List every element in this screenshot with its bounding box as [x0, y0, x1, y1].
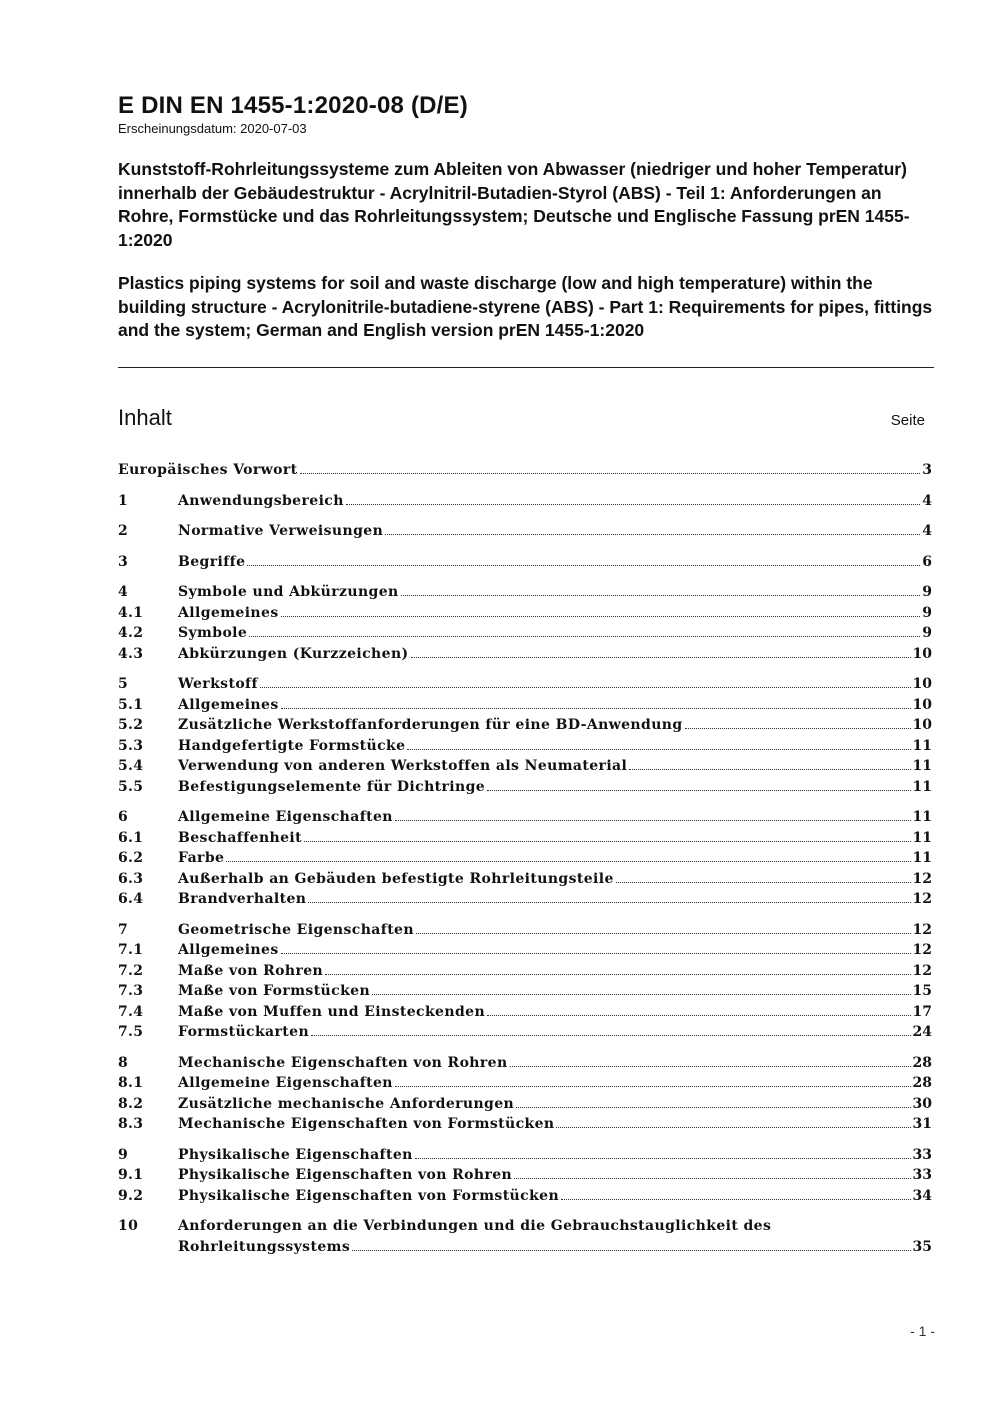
toc-leader-dots [516, 1107, 910, 1108]
toc-entry-number: 7.1 [118, 942, 144, 958]
toc-entry-number: 7.3 [118, 983, 144, 999]
toc-leader-dots [407, 749, 910, 750]
toc-entry-title: Handgefertigte Formstücke [178, 737, 406, 754]
toc-entry[interactable] [118, 807, 932, 828]
toc-leader-dots [416, 933, 911, 934]
toc-entry-title: Maße von Rohren [178, 962, 324, 979]
toc-leader-dots [249, 636, 920, 637]
toc-entry[interactable] [118, 1022, 932, 1043]
document-id: E DIN EN 1455-1:2020-08 (D/E) [118, 92, 468, 119]
publication-date: Erscheinungsdatum: 2020-07-03 [118, 121, 307, 136]
toc-leader-dots [685, 728, 911, 729]
toc-entry[interactable] [118, 1002, 932, 1023]
toc-entry-page: 11 [912, 809, 932, 825]
toc-entry-title: Maße von Formstücken [178, 983, 371, 999]
toc-entry[interactable] [118, 1073, 932, 1094]
header-divider [118, 367, 934, 368]
toc-entry-number: 8.1 [118, 1075, 144, 1091]
toc-entry-title: Zusätzliche mechanische Anforderungen [178, 1095, 515, 1112]
toc-entry-title: Normative Verweisungen [178, 523, 384, 539]
toc-entry-page: 35 [912, 1238, 932, 1255]
toc-entry-page: 10 [912, 717, 932, 733]
toc-entry-number: 5.5 [118, 778, 144, 795]
toc-entry[interactable] [118, 777, 932, 798]
toc-entry-number: 10 [118, 1218, 139, 1234]
toc-entry-page: 33 [912, 1167, 932, 1183]
toc-entry-title: Farbe [178, 850, 225, 866]
toc-entry-number: 6.1 [118, 829, 144, 846]
toc-leader-dots [487, 790, 910, 791]
toc-leader-dots [372, 994, 910, 995]
toc-leader-dots [311, 1035, 910, 1036]
toc-entry-number: 4 [118, 584, 129, 600]
toc-leader-dots [260, 687, 911, 688]
toc-entry-title: Verwendung von anderen Werkstoffen als Neumaterial [178, 758, 628, 774]
toc-entry-title: Formstückarten [178, 1024, 310, 1040]
toc-entry-number: 9.2 [118, 1187, 144, 1204]
toc-entry-number: 5.4 [118, 758, 144, 774]
toc-entry-page: 10 [912, 676, 932, 692]
toc-entry-page: 10 [912, 645, 932, 662]
page-number: - 1 - [910, 1323, 935, 1339]
toc-entry-title: Allgemeines [178, 604, 279, 621]
toc-entry-title: Werkstoff [178, 676, 258, 692]
toc-entry-page: 11 [912, 829, 932, 846]
toc-entry[interactable] [118, 644, 932, 665]
toc-entry-number: 9 [118, 1146, 129, 1163]
toc-entry-title: Physikalische Eigenschaften von Formstücken [178, 1187, 560, 1204]
table-of-contents [118, 460, 932, 1257]
toc-entry-number: 7 [118, 921, 129, 938]
toc-entry-title: Befestigungselemente für Dichtringe [178, 778, 486, 795]
toc-leader-dots [395, 1086, 911, 1087]
toc-leader-dots [514, 1178, 910, 1179]
toc-leader-dots [556, 1127, 910, 1128]
toc-entry-title: Brandverhalten [178, 891, 307, 907]
toc-leader-dots [411, 657, 911, 658]
toc-entry-page: 12 [912, 921, 932, 938]
toc-entry-page: 24 [912, 1024, 932, 1040]
toc-entry[interactable] [118, 828, 932, 849]
toc-leader-dots [346, 504, 920, 505]
toc-entry[interactable] [118, 1145, 932, 1166]
toc-entry-title: Maße von Muffen und Einsteckenden [178, 1003, 486, 1020]
toc-leader-dots [616, 882, 911, 883]
toc-leader-dots [401, 595, 921, 596]
toc-page-label: Seite [890, 412, 925, 429]
toc-entry-page: 9 [922, 625, 932, 641]
toc-entry-title: Allgemeines [178, 696, 279, 713]
toc-entry-number: 8.3 [118, 1116, 144, 1132]
toc-entry-number: 5.1 [118, 696, 144, 713]
toc-entry-number: 6.4 [118, 891, 144, 907]
toc-entry[interactable] [118, 756, 932, 777]
toc-leader-dots [308, 902, 910, 903]
toc-leader-dots [281, 953, 911, 954]
toc-entry-page: 34 [912, 1187, 932, 1204]
toc-entry-title: Europäisches Vorwort [118, 462, 298, 478]
toc-entry-title: Anforderungen an die Verbindungen und die Gebrauchstauglichkeit des [178, 1218, 772, 1234]
toc-entry[interactable] [118, 460, 932, 481]
toc-entry-title: Zusätzliche Werkstoffanforderungen für eine BD-Anwendung [178, 717, 683, 733]
toc-entry[interactable] [118, 715, 932, 736]
toc-leader-dots [352, 1250, 910, 1251]
toc-entry[interactable] [118, 1216, 932, 1257]
toc-entry-number: 6 [118, 809, 129, 825]
toc-entry-page: 11 [912, 737, 932, 754]
toc-entry-number: 7.2 [118, 962, 144, 979]
toc-entry[interactable] [118, 961, 932, 982]
toc-leader-dots [561, 1199, 910, 1200]
toc-entry-title: Allgemeine Eigenschaften [178, 809, 393, 825]
toc-leader-dots [487, 1015, 910, 1016]
toc-entry[interactable] [118, 582, 932, 603]
toc-entry[interactable] [118, 869, 932, 890]
toc-entry-page: 4 [922, 523, 932, 539]
toc-entry[interactable] [118, 695, 932, 716]
toc-entry-number: 2 [118, 523, 129, 539]
toc-leader-dots [629, 769, 910, 770]
toc-heading: Inhalt [118, 405, 172, 430]
toc-entry-number: 6.3 [118, 870, 144, 887]
toc-entry[interactable] [118, 1186, 932, 1207]
toc-entry-page: 4 [922, 492, 932, 509]
toc-entry-title: Symbole und Abkürzungen [178, 584, 399, 600]
toc-entry-page: 6 [922, 553, 932, 570]
toc-entry-title: Geometrische Eigenschaften [178, 921, 414, 938]
toc-entry[interactable] [118, 1165, 932, 1186]
title-english: Plastics piping systems for soil and waste discharge (low and high temperature) within the building structure - Acrylonitrile-butadiene-styrene (ABS) - Part 1: Requirements for pipes, fittings and the system; German and English version prEN 1455-1:2020 [118, 273, 933, 340]
toc-leader-dots [395, 820, 911, 821]
toc-entry-page: 3 [922, 462, 932, 478]
toc-leader-dots [226, 861, 910, 862]
toc-entry-number: 7.5 [118, 1024, 144, 1040]
toc-entry-page: 31 [912, 1116, 932, 1132]
toc-entry-title: Abkürzungen (Kurzzeichen) [178, 645, 409, 662]
toc-entry-page: 9 [922, 584, 932, 600]
toc-entry[interactable] [118, 736, 932, 757]
toc-entry-number: 5.3 [118, 737, 144, 754]
toc-entry-number: 1 [118, 492, 129, 509]
toc-entry-page: 11 [912, 850, 932, 866]
toc-entry-title: Physikalische Eigenschaften [178, 1146, 413, 1163]
toc-leader-dots [247, 565, 920, 566]
toc-entry[interactable] [118, 521, 932, 542]
toc-entry-number: 7.4 [118, 1003, 144, 1020]
toc-entry[interactable] [118, 981, 932, 1002]
toc-entry-page: 12 [912, 891, 932, 907]
toc-entry-number: 6.2 [118, 850, 144, 866]
toc-entry-page: 10 [912, 696, 932, 713]
toc-entry-title: Anwendungsbereich [178, 492, 344, 509]
toc-leader-dots [510, 1066, 911, 1067]
toc-entry-page: 17 [912, 1003, 932, 1020]
toc-entry-page: 11 [912, 758, 932, 774]
toc-entry[interactable] [118, 491, 932, 512]
toc-leader-dots [300, 473, 921, 474]
toc-entry-title: Begriffe [178, 553, 246, 570]
toc-entry[interactable] [118, 940, 932, 961]
toc-entry-title: Physikalische Eigenschaften von Rohren [178, 1167, 513, 1183]
toc-entry-page: 12 [912, 942, 932, 958]
toc-entry[interactable] [118, 1094, 932, 1115]
toc-entry[interactable] [118, 1114, 932, 1135]
toc-entry[interactable] [118, 889, 932, 910]
toc-leader-dots [385, 534, 920, 535]
toc-entry-number: 5.2 [118, 717, 144, 733]
toc-entry-title: Allgemeines [178, 942, 279, 958]
toc-entry-number: 4.1 [118, 604, 144, 621]
toc-entry-page: 15 [912, 983, 932, 999]
toc-entry-page: 12 [912, 962, 932, 979]
toc-entry-number: 9.1 [118, 1167, 144, 1183]
toc-entry-number: 8 [118, 1054, 129, 1071]
toc-entry[interactable] [118, 603, 932, 624]
toc-entry[interactable] [118, 1053, 932, 1074]
toc-entry-page: 33 [912, 1146, 932, 1163]
toc-entry-page: 11 [912, 778, 932, 795]
toc-leader-dots [415, 1158, 911, 1159]
toc-entry-number: 5 [118, 676, 129, 692]
toc-entry-number: 4.3 [118, 645, 144, 662]
toc-entry-title-continued: Rohrleitungssystems [178, 1238, 351, 1255]
toc-entry-page: 30 [912, 1095, 932, 1112]
toc-entry[interactable] [118, 552, 932, 573]
toc-entry-number: 8.2 [118, 1095, 144, 1112]
toc-entry-number: 4.2 [118, 625, 144, 641]
title-german: Kunststoff-Rohrleitungssysteme zum Ableiten von Abwasser (niedriger und hoher Temperatur) innerhalb der Gebäudestruktur - Acrylnitril-Butadien-Styrol (ABS) - Teil 1: Anforderungen an Rohre, Formstücke und das Rohrleitungssystem; Deutsche und Englische Fassung prEN 1455-1:2020 [118, 159, 910, 250]
toc-leader-dots [281, 708, 911, 709]
toc-entry-title: Allgemeine Eigenschaften [178, 1075, 393, 1091]
toc-entry-title: Symbole [178, 625, 248, 641]
toc-entry-page: 28 [912, 1075, 932, 1091]
toc-entry[interactable] [118, 674, 932, 695]
toc-entry-title: Außerhalb an Gebäuden befestigte Rohrleitungsteile [178, 870, 614, 887]
toc-leader-dots [304, 841, 911, 842]
toc-leader-dots [325, 974, 910, 975]
toc-entry[interactable] [118, 920, 932, 941]
toc-entry-page: 12 [912, 870, 932, 887]
toc-entry[interactable] [118, 848, 932, 869]
toc-entry-title: Beschaffenheit [178, 829, 302, 846]
toc-entry-page: 28 [912, 1054, 932, 1071]
toc-entry-page: 9 [922, 604, 932, 621]
toc-entry[interactable] [118, 623, 932, 644]
toc-entry-title: Mechanische Eigenschaften von Rohren [178, 1054, 508, 1071]
toc-entry-title: Mechanische Eigenschaften von Formstücken [178, 1116, 555, 1132]
toc-leader-dots [281, 616, 921, 617]
toc-entry-number: 3 [118, 553, 129, 570]
